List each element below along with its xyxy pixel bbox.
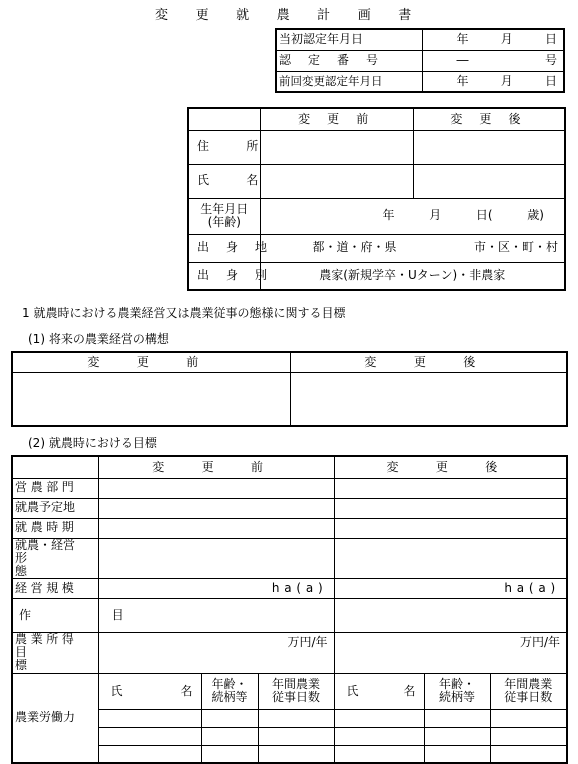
time-after-field[interactable] <box>334 518 567 538</box>
cert-number-value[interactable]: ― 号 <box>422 50 564 71</box>
labor-row1-days-before[interactable] <box>258 709 334 727</box>
labor-age-header-after: 年齢・ 続柄等 <box>424 673 490 709</box>
labor-age-header-before: 年齢・ 続柄等 <box>201 673 258 709</box>
vision-col-after: 変 更 後 <box>290 352 567 372</box>
header-blank <box>188 108 260 130</box>
goals-table <box>11 455 568 764</box>
cert-previous-date-label: 前回変更認定年月日 <box>276 71 422 92</box>
labor-row2-name-before[interactable] <box>98 727 201 745</box>
income-after-field[interactable]: 万円/年 <box>334 633 567 674</box>
cert-number-label: 認 定 番 号 <box>276 50 422 71</box>
origin-type-label: 出 身 別 <box>188 262 260 290</box>
labor-label: 農業労働力 <box>12 673 98 763</box>
place-before-field[interactable] <box>98 498 334 518</box>
origin-value-field[interactable]: 都・道・府・県 市・区・町・村 <box>260 234 565 262</box>
dept-before-field[interactable] <box>98 478 334 498</box>
document-title: 変 更 就 農 計 画 書 <box>155 8 423 23</box>
labor-name-header-before: 氏 名 <box>98 673 201 709</box>
address-before-field[interactable] <box>260 130 413 164</box>
crop-after-field[interactable] <box>334 599 567 633</box>
vision-after-field[interactable] <box>290 372 567 426</box>
labor-row2-name-after[interactable] <box>334 727 424 745</box>
labor-row2-days-after[interactable] <box>490 727 567 745</box>
scale-label: 経営規模 <box>12 579 98 599</box>
dept-label: 営農部門 <box>12 478 98 498</box>
name-label: 氏 名 <box>188 164 260 198</box>
goals-col-before: 変 更 前 <box>98 456 334 478</box>
labor-row2-days-before[interactable] <box>258 727 334 745</box>
form-before-field[interactable] <box>98 538 334 579</box>
income-before-field[interactable]: 万円/年 <box>98 633 334 674</box>
address-after-field[interactable] <box>413 130 565 164</box>
goals-header-blank <box>12 456 98 478</box>
dept-after-field[interactable] <box>334 478 567 498</box>
section-1-heading: 1 就農時における農業経営又は農業従事の態様に関する目標 <box>22 306 346 320</box>
labor-row2-age-before[interactable] <box>201 727 258 745</box>
birth-value-field[interactable]: 年 月 日( 歳) <box>260 198 565 234</box>
certification-table <box>275 28 565 93</box>
labor-days-header-after: 年間農業 従事日数 <box>490 673 567 709</box>
labor-row3-name-after[interactable] <box>334 745 424 763</box>
time-before-field[interactable] <box>98 518 334 538</box>
labor-days-header-before: 年間農業 従事日数 <box>258 673 334 709</box>
scale-before-field[interactable]: ha(a) <box>98 579 334 599</box>
section-1-2-heading: (2) 就農時における目標 <box>28 436 157 450</box>
goals-col-after: 変 更 後 <box>334 456 567 478</box>
vision-col-before: 変 更 前 <box>12 352 290 372</box>
labor-row2-age-after[interactable] <box>424 727 490 745</box>
labor-row3-days-after[interactable] <box>490 745 567 763</box>
vision-before-field[interactable] <box>12 372 290 426</box>
cert-previous-date-value[interactable]: 年 月 日 <box>422 71 564 92</box>
section-1-1-heading: (1) 将来の農業経営の構想 <box>28 332 169 346</box>
name-after-field[interactable] <box>413 164 565 198</box>
origin-type-value: 農家(新規学卒・Uターン)・非農家 <box>260 262 565 290</box>
place-label: 就農予定地 <box>12 498 98 518</box>
address-label: 住 所 <box>188 130 260 164</box>
person-col-before: 変 更 前 <box>260 108 413 130</box>
labor-row1-name-before[interactable] <box>98 709 201 727</box>
vision-table <box>11 351 568 427</box>
person-col-after: 変 更 後 <box>413 108 565 130</box>
birth-label: 生年月日 (年齢) <box>188 198 260 234</box>
labor-row3-age-before[interactable] <box>201 745 258 763</box>
labor-row1-age-before[interactable] <box>201 709 258 727</box>
origin-label: 出 身 地 <box>188 234 260 262</box>
personal-info-table <box>187 107 566 291</box>
cert-initial-date-value[interactable]: 年 月 日 <box>422 29 564 50</box>
time-label: 就農時期 <box>12 518 98 538</box>
form-after-field[interactable] <box>334 538 567 579</box>
labor-row1-age-after[interactable] <box>424 709 490 727</box>
labor-row3-days-before[interactable] <box>258 745 334 763</box>
place-after-field[interactable] <box>334 498 567 518</box>
form-label: 就農・経営 形 態 <box>12 538 98 579</box>
labor-row3-name-before[interactable] <box>98 745 201 763</box>
crop-label: 作 目 <box>12 599 98 633</box>
cert-initial-date-label: 当初認定年月日 <box>276 29 422 50</box>
labor-row1-name-after[interactable] <box>334 709 424 727</box>
name-before-field[interactable] <box>260 164 413 198</box>
labor-row1-days-after[interactable] <box>490 709 567 727</box>
income-label: 農業所得 目 標 <box>12 633 98 674</box>
labor-name-header-after: 氏 名 <box>334 673 424 709</box>
labor-row3-age-after[interactable] <box>424 745 490 763</box>
scale-after-field[interactable]: ha(a) <box>334 579 567 599</box>
